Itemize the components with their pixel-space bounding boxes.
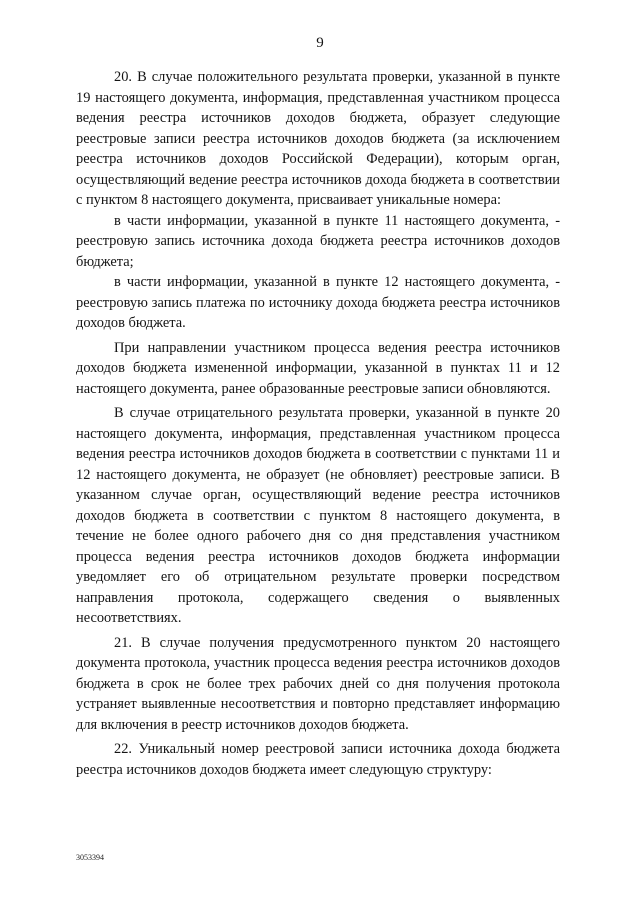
paragraph-item-11: в части информации, указанной в пункте 11 настоящего документа, - реестровую запись источника дохода бюджета реестра источников доходов бюджета; — [76, 212, 560, 270]
paragraph-21: 21. В случае получения предусмотренного пунктом 20 настоящего документа протокола, участник процесса ведения реестра источников доходов бюджета в срок не более трех рабочих дней со дня получения протокола устраняет выявленные несоответствия и повторно представляет информацию для включения в реестр источников доходов бюджета. — [76, 634, 560, 733]
document-body — [76, 67, 560, 780]
paragraph-negative-result: В случае отрицательного результата проверки, указанной в пункте 20 настоящего документа, информация, представленная участником процесса ведения реестра источников доходов бюджета в соответствии с пунктами 11 и 12 настоящего документа, не образует (не обновляет) реестровые записи. В указанном случае орган, осуществляющий ведение реестра источников доходов бюджета в соответствии с пунктом 8 настоящего документа, в течение не более одного рабочего дня со дня представления участником процесса ведения реестра источников доходов бюджета информации уведомляет его об отрицательном результате проверки посредством направления протокола, содержащего сведения о выявленных несоответствиях. — [76, 405, 560, 626]
paragraph-update-records: При направлении участником процесса ведения реестра источников доходов бюджета измененной информации, указанной в пунктах 11 и 12 настоящего документа, ранее образованные реестровые записи обновляются. — [76, 339, 560, 397]
paragraph-22: 22. Уникальный номер реестровой записи источника дохода бюджета реестра источников доходов бюджета имеет следующую структуру: — [76, 741, 560, 778]
paragraph-20: 20. В случае положительного результата проверки, указанной в пункте 19 настоящего документа, информация, представленная участником процесса ведения реестра источников доходов бюджета, образует следующие реестровые записи реестра источников доходов бюджета (за исключением реестра источников доходов Российской Федерации), которым орган, осуществляющий ведение реестра источников дохода бюджета в соответствии с пунктом 8 настоящего документа, присваивает уникальные номера: — [76, 69, 560, 208]
document-code: 3053394 — [76, 853, 104, 862]
page-number: 9 — [316, 35, 324, 51]
paragraph-item-12: в части информации, указанной в пункте 12 настоящего документа, - реестровую запись платежа по источнику дохода бюджета реестра источников доходов бюджета. — [76, 274, 560, 331]
